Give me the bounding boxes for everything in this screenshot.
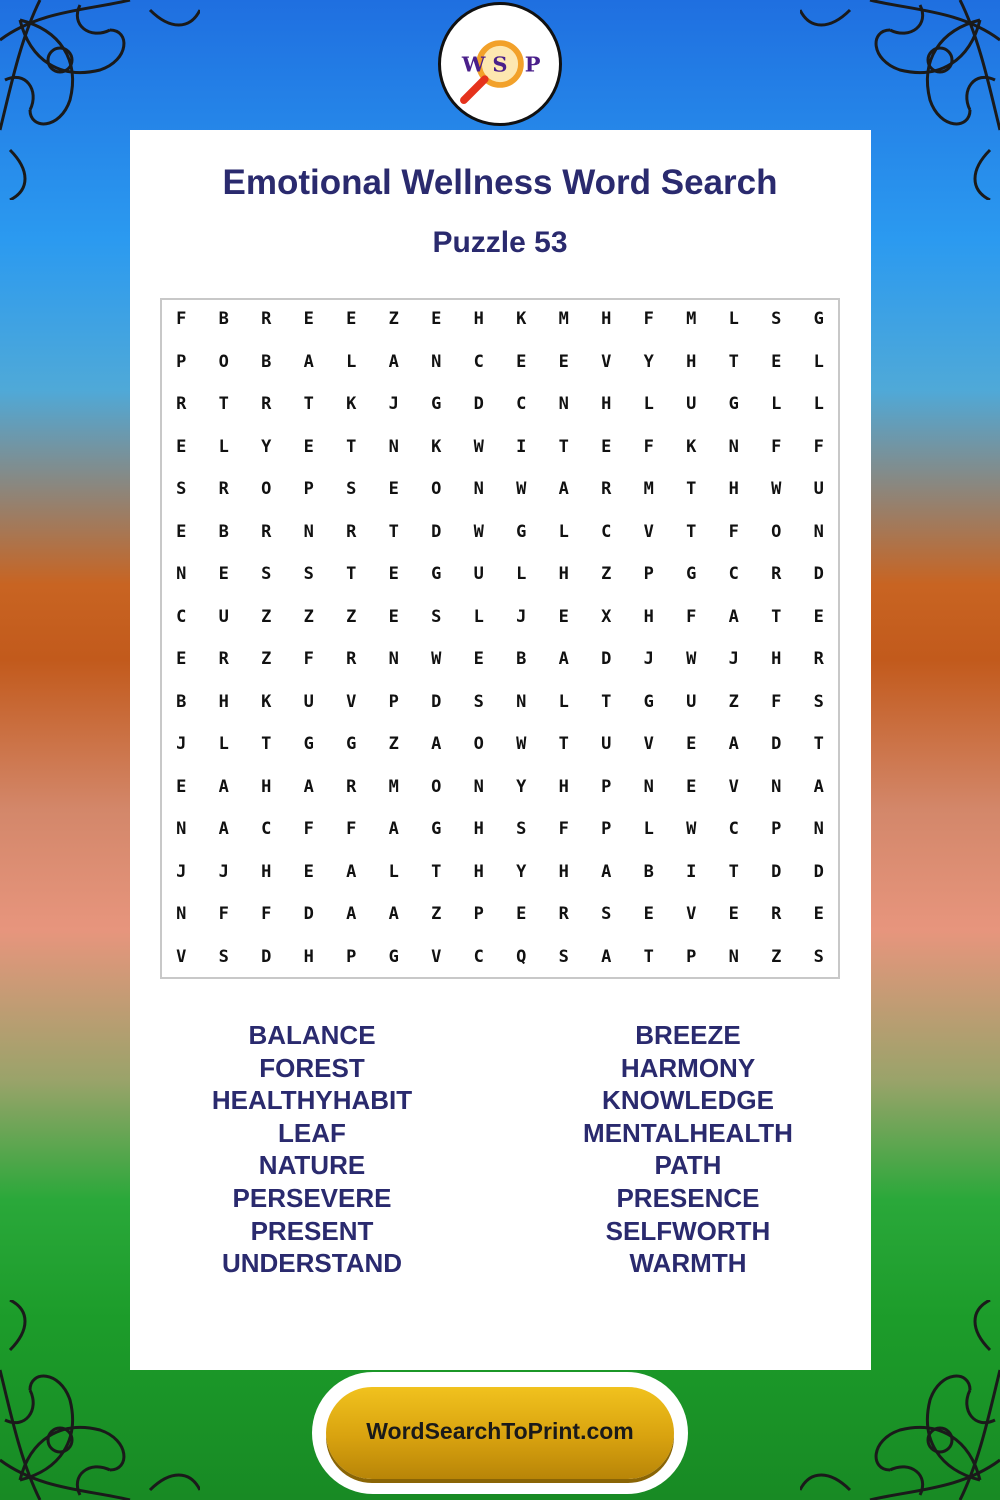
grid-cell[interactable]: S	[516, 819, 527, 839]
grid-cell[interactable]: E	[176, 521, 187, 542]
word-list-item: PERSEVERE	[232, 1182, 392, 1213]
grid-cell[interactable]: H	[218, 691, 229, 712]
grid-cell[interactable]: S	[601, 904, 612, 924]
grid-cell[interactable]: H	[601, 309, 612, 329]
grid-cell[interactable]: T	[728, 861, 739, 882]
grid-cell[interactable]: A	[601, 861, 612, 882]
word-list-item: HARMONY	[620, 1052, 756, 1083]
grid-cell[interactable]: P	[473, 904, 484, 924]
grid-cell[interactable]: P	[388, 691, 399, 712]
grid-cell[interactable]: A	[303, 351, 314, 372]
grid-cell[interactable]: U	[601, 734, 612, 754]
grid-cell[interactable]: E	[813, 606, 824, 627]
grid-cell[interactable]: L	[218, 734, 229, 754]
word-list-item: MENTALHEALTH	[583, 1117, 793, 1148]
grid-cell[interactable]: E	[388, 479, 399, 499]
grid-cell[interactable]: P	[346, 946, 357, 967]
grid-cell[interactable]: M	[686, 309, 697, 329]
grid-cell[interactable]: R	[346, 776, 357, 797]
grid-cell[interactable]: E	[431, 309, 442, 329]
grid-cell[interactable]: F	[771, 436, 782, 457]
grid-cell[interactable]: R	[346, 649, 357, 669]
grid-cell[interactable]: Y	[516, 776, 527, 797]
grid-cell[interactable]: U	[303, 691, 314, 712]
grid-cell[interactable]: D	[601, 649, 612, 669]
grid-cell[interactable]: L	[558, 521, 569, 542]
grid-cell[interactable]: T	[261, 734, 272, 754]
grid-cell[interactable]: T	[346, 436, 357, 457]
grid-cell[interactable]: E	[686, 776, 697, 797]
grid-cell[interactable]: E	[176, 776, 187, 797]
grid-cell[interactable]: N	[813, 521, 824, 542]
grid-cell[interactable]: T	[771, 606, 782, 627]
grid-cell[interactable]: G	[346, 734, 357, 754]
grid-cell[interactable]: E	[643, 904, 654, 924]
grid-cell[interactable]: V	[346, 691, 357, 712]
grid-cell[interactable]: P	[686, 946, 697, 967]
grid-cell[interactable]: A	[303, 776, 314, 797]
grid-cell[interactable]: D	[261, 946, 272, 967]
grid-cell[interactable]: N	[176, 564, 187, 584]
logo-letter-p: P	[524, 51, 541, 77]
grid-cell[interactable]: U	[686, 691, 697, 712]
grid-cell[interactable]: T	[643, 946, 654, 967]
grid-cell[interactable]: K	[686, 436, 697, 457]
word-list-item: PATH	[654, 1150, 722, 1181]
grid-cell[interactable]: E	[601, 436, 612, 457]
word-list-item: PRESENT	[250, 1215, 374, 1246]
word-list-item: SELFWORTH	[605, 1215, 771, 1246]
word-list-item: HEALTHYHABIT	[211, 1085, 413, 1116]
grid-cell[interactable]: K	[431, 436, 442, 457]
grid-cell[interactable]: Z	[388, 734, 399, 754]
grid-cell[interactable]: L	[813, 351, 824, 372]
word-search-grid	[160, 298, 840, 979]
grid-cell[interactable]: T	[686, 479, 697, 499]
grid-cell[interactable]: H	[643, 606, 654, 627]
grid-cell[interactable]: L	[346, 351, 357, 372]
grid-cell[interactable]: E	[813, 904, 824, 924]
grid-cell[interactable]: A	[813, 776, 824, 797]
grid-cell[interactable]: Y	[261, 436, 272, 457]
grid-cell[interactable]: P	[303, 479, 314, 499]
grid-cell[interactable]: B	[643, 861, 654, 882]
grid-cell[interactable]: M	[558, 309, 569, 329]
grid-cell[interactable]: A	[728, 606, 739, 627]
grid-cell[interactable]: R	[176, 394, 187, 414]
grid-cell[interactable]: E	[558, 351, 569, 372]
grid-cell[interactable]: M	[388, 776, 399, 797]
grid-cell[interactable]: Z	[261, 606, 272, 627]
grid-cell[interactable]: R	[261, 521, 272, 542]
grid-cell[interactable]: T	[558, 734, 569, 754]
grid-cell[interactable]: S	[346, 479, 357, 499]
word-list-item: PRESENCE	[616, 1182, 760, 1213]
grid-cell[interactable]: T	[303, 394, 314, 414]
grid-cell[interactable]: G	[431, 819, 442, 839]
grid-cell[interactable]: U	[473, 564, 484, 584]
grid-cell[interactable]: U	[813, 479, 824, 499]
grid-cell[interactable]: H	[261, 861, 272, 882]
grid-cell[interactable]: E	[473, 649, 484, 669]
grid-cell[interactable]: Y	[643, 351, 654, 372]
grid-cell[interactable]: S	[261, 564, 272, 584]
grid-cell[interactable]: S	[176, 479, 187, 499]
grid-cell[interactable]: C	[728, 819, 739, 839]
grid-cell[interactable]: B	[218, 521, 229, 542]
grid-cell[interactable]: A	[388, 904, 399, 924]
grid-cell[interactable]: G	[388, 946, 399, 967]
grid-cell[interactable]: G	[728, 394, 739, 414]
grid-cell[interactable]: F	[303, 819, 314, 839]
grid-cell[interactable]: Z	[303, 606, 314, 627]
grid-cell[interactable]: G	[431, 394, 442, 414]
grid-cell[interactable]: F	[643, 436, 654, 457]
grid-cell[interactable]: K	[516, 309, 527, 329]
grid-cell[interactable]: W	[771, 479, 782, 499]
grid-cell[interactable]: H	[473, 819, 484, 839]
grid-cell[interactable]: H	[473, 861, 484, 882]
grid-cell[interactable]: D	[431, 691, 442, 712]
grid-cell[interactable]: W	[431, 649, 442, 669]
grid-cell[interactable]: E	[771, 351, 782, 372]
grid-cell[interactable]: A	[218, 819, 229, 839]
grid-cell[interactable]: F	[218, 904, 229, 924]
grid-cell[interactable]: U	[686, 394, 697, 414]
grid-cell[interactable]: L	[473, 606, 484, 627]
grid-cell[interactable]: T	[686, 521, 697, 542]
word-list-item: BALANCE	[248, 1020, 376, 1050]
grid-cell[interactable]: L	[558, 691, 569, 712]
word-list-item: NATURE	[258, 1150, 366, 1181]
grid-cell[interactable]: L	[813, 394, 824, 414]
grid-cell[interactable]: T	[431, 861, 442, 882]
grid-cell[interactable]: D	[813, 564, 824, 584]
grid-cell[interactable]: E	[516, 904, 527, 924]
grid-cell[interactable]: A	[346, 861, 357, 882]
grid-cell[interactable]: I	[686, 861, 697, 882]
grid-cell[interactable]: W	[516, 479, 527, 499]
grid-cell[interactable]: L	[388, 861, 399, 882]
grid-cell[interactable]: H	[473, 309, 484, 329]
grid-cell[interactable]: S	[771, 309, 782, 329]
grid-cell[interactable]: N	[473, 776, 484, 797]
grid-cell[interactable]: Z	[771, 946, 782, 967]
grid-cell[interactable]: S	[813, 946, 824, 967]
grid-cell[interactable]: D	[431, 521, 442, 542]
grid-cell[interactable]: S	[473, 691, 484, 712]
grid-cell[interactable]: B	[516, 649, 527, 669]
grid-cell[interactable]: H	[558, 861, 569, 882]
grid-cell[interactable]: A	[558, 649, 569, 669]
grid-cell[interactable]: R	[813, 649, 824, 669]
wsp-logo[interactable]	[438, 2, 562, 126]
grid-cell[interactable]: L	[218, 436, 229, 457]
grid-cell[interactable]: P	[771, 819, 782, 839]
grid-cell[interactable]: H	[771, 649, 782, 669]
word-list-item: FOREST	[259, 1052, 365, 1083]
grid-cell[interactable]: Z	[388, 309, 399, 329]
grid-cell[interactable]: T	[601, 691, 612, 712]
grid-cell[interactable]: W	[516, 734, 527, 754]
grid-cell[interactable]: F	[558, 819, 569, 839]
grid-cell[interactable]: O	[771, 521, 782, 542]
grid-cell[interactable]: F	[686, 606, 697, 627]
grid-cell[interactable]: G	[686, 564, 697, 584]
grid-cell[interactable]: R	[218, 649, 229, 669]
grid-cell[interactable]: R	[346, 521, 357, 542]
grid-cell[interactable]: N	[643, 776, 654, 797]
grid-cell[interactable]: W	[686, 649, 697, 669]
grid-cell[interactable]: O	[431, 479, 442, 499]
grid-cell[interactable]: F	[303, 649, 314, 669]
grid-cell[interactable]: S	[431, 606, 442, 627]
grid-cell[interactable]: I	[516, 436, 527, 457]
page-title: Emotional Wellness Word Search	[222, 163, 778, 202]
grid-cell[interactable]: Z	[261, 649, 272, 669]
grid-cell[interactable]: O	[218, 351, 229, 372]
grid-cell[interactable]: P	[601, 776, 612, 797]
grid-cell[interactable]: N	[303, 521, 314, 542]
grid-cell[interactable]: E	[516, 351, 527, 372]
grid-cell[interactable]: Y	[516, 861, 527, 882]
grid-cell[interactable]: R	[601, 479, 612, 499]
grid-cell[interactable]: A	[601, 946, 612, 967]
grid-cell[interactable]: J	[176, 734, 187, 754]
grid-cell[interactable]: M	[643, 479, 654, 499]
word-list-left	[132, 1019, 492, 1280]
grid-cell[interactable]: T	[346, 564, 357, 584]
grid-cell[interactable]: J	[218, 861, 229, 882]
grid-cell[interactable]: F	[643, 309, 654, 329]
grid-cell[interactable]: N	[771, 776, 782, 797]
grid-cell[interactable]: A	[218, 776, 229, 797]
grid-cell[interactable]: N	[176, 819, 187, 839]
word-list-right	[508, 1019, 868, 1280]
grid-cell[interactable]: H	[728, 479, 739, 499]
grid-cell[interactable]: G	[643, 691, 654, 712]
grid-cell[interactable]: P	[643, 564, 654, 584]
grid-cell[interactable]: R	[558, 904, 569, 924]
grid-cell[interactable]: A	[388, 351, 399, 372]
grid-cell[interactable]: A	[388, 819, 399, 839]
grid-cell[interactable]: H	[558, 564, 569, 584]
grid-cell[interactable]: J	[643, 649, 654, 669]
grid-cell[interactable]: C	[473, 946, 484, 967]
grid-cell[interactable]: W	[473, 436, 484, 457]
grid-cell[interactable]: K	[261, 691, 272, 712]
grid-cell[interactable]: E	[388, 564, 399, 584]
grid-cell[interactable]: V	[601, 351, 612, 372]
logo-letter-s: S	[492, 51, 508, 77]
grid-cell[interactable]: E	[303, 861, 314, 882]
word-list-item: UNDERSTAND	[221, 1248, 403, 1279]
grid-cell[interactable]: F	[261, 904, 272, 924]
grid-cell[interactable]: C	[601, 521, 612, 542]
grid-cell[interactable]: E	[176, 649, 187, 669]
grid-cell[interactable]: D	[303, 904, 314, 924]
grid-cell[interactable]: J	[176, 861, 187, 882]
grid-cell[interactable]: Z	[431, 904, 442, 924]
grid-cell[interactable]: L	[643, 819, 654, 839]
word-list-item: WARMTH	[629, 1248, 747, 1279]
grid-cell[interactable]: N	[388, 649, 399, 669]
grid-cell[interactable]: C	[473, 351, 484, 372]
grid-cell[interactable]: W	[473, 521, 484, 542]
grid-cell[interactable]: L	[771, 394, 782, 414]
grid-cell[interactable]: R	[261, 309, 272, 329]
grid-cell[interactable]: F	[771, 691, 782, 712]
grid-cell[interactable]: O	[431, 776, 442, 797]
grid-cell[interactable]: N	[176, 904, 187, 924]
grid-cell[interactable]: R	[771, 564, 782, 584]
grid-cell[interactable]: L	[516, 564, 527, 584]
grid-cell[interactable]: N	[473, 479, 484, 499]
grid-cell[interactable]: E	[686, 734, 697, 754]
grid-cell[interactable]: G	[516, 521, 527, 542]
grid-cell[interactable]: N	[431, 351, 442, 372]
grid-cell[interactable]: P	[176, 351, 187, 372]
grid-cell[interactable]: F	[813, 436, 824, 457]
grid-cell[interactable]: X	[601, 606, 612, 627]
grid-cell[interactable]: B	[261, 351, 272, 372]
word-list-item: KNOWLEDGE	[602, 1085, 774, 1116]
grid-cell[interactable]: S	[813, 691, 824, 712]
word-list-item: BREEZE	[635, 1020, 741, 1050]
grid-cell[interactable]: R	[218, 479, 229, 499]
puzzle-number: Puzzle 53	[432, 226, 568, 259]
grid-cell[interactable]: E	[346, 309, 357, 329]
grid-cell[interactable]: P	[601, 819, 612, 839]
grid-cell[interactable]: D	[473, 394, 484, 414]
grid-cell[interactable]: H	[261, 776, 272, 797]
grid-cell[interactable]: E	[176, 436, 187, 457]
grid-cell[interactable]: R	[261, 394, 272, 414]
grid-cell[interactable]: J	[728, 649, 739, 669]
grid-cell[interactable]: J	[516, 606, 527, 627]
grid-cell[interactable]: S	[218, 946, 229, 967]
grid-cell[interactable]: H	[558, 776, 569, 797]
grid-cell[interactable]: L	[728, 309, 739, 329]
grid-cell[interactable]: V	[431, 946, 442, 967]
grid-cell[interactable]: Z	[601, 564, 612, 584]
grid-cell[interactable]: Z	[728, 691, 739, 712]
grid-cell[interactable]: V	[686, 904, 697, 924]
grid-cell[interactable]: D	[813, 861, 824, 882]
logo-letter-w: W	[461, 51, 486, 77]
grid-cell[interactable]: D	[771, 861, 782, 882]
grid-cell[interactable]: T	[558, 436, 569, 457]
grid-cell[interactable]: F	[728, 521, 739, 542]
grid-cell[interactable]: W	[686, 819, 697, 839]
grid-cell[interactable]: A	[558, 479, 569, 499]
grid-cell[interactable]: S	[303, 564, 314, 584]
grid-cell[interactable]: B	[176, 691, 187, 712]
grid-cell[interactable]: U	[218, 606, 229, 627]
grid-cell[interactable]: L	[643, 394, 654, 414]
grid-cell[interactable]: N	[728, 436, 739, 457]
grid-cell[interactable]: E	[303, 436, 314, 457]
grid-cell[interactable]: N	[813, 819, 824, 839]
grid-cell[interactable]: G	[303, 734, 314, 754]
grid-cell[interactable]: C	[261, 819, 272, 839]
grid-cell[interactable]: K	[346, 394, 357, 414]
word-list-item: LEAF	[278, 1117, 346, 1148]
grid-cell[interactable]: S	[558, 946, 569, 967]
grid-cell[interactable]: H	[303, 946, 314, 967]
grid-cell[interactable]: N	[516, 691, 527, 712]
grid-cell[interactable]: F	[346, 819, 357, 839]
grid-cell[interactable]: A	[346, 904, 357, 924]
grid-cell[interactable]: B	[218, 309, 229, 329]
grid-cell[interactable]: N	[388, 436, 399, 457]
grid-cell[interactable]: D	[771, 734, 782, 754]
grid-cell[interactable]: G	[431, 564, 442, 584]
grid-cell[interactable]: A	[431, 734, 442, 754]
grid-cell[interactable]: T	[728, 351, 739, 372]
grid-cell[interactable]: E	[728, 904, 739, 924]
grid-cell[interactable]: N	[728, 946, 739, 967]
grid-cell[interactable]: T	[813, 734, 824, 754]
grid-cell[interactable]: H	[601, 394, 612, 414]
grid-cell[interactable]: H	[686, 351, 697, 372]
grid-cell[interactable]: C	[728, 564, 739, 584]
grid-cell[interactable]: F	[176, 309, 187, 329]
grid-cell[interactable]: Z	[346, 606, 357, 627]
grid-cell[interactable]: O	[261, 479, 272, 499]
grid-cell[interactable]: V	[643, 734, 654, 754]
grid-cell[interactable]: J	[388, 394, 399, 414]
grid-cell[interactable]: V	[728, 776, 739, 797]
grid-cell[interactable]: R	[771, 904, 782, 924]
grid-cell[interactable]: V	[643, 521, 654, 542]
grid-cell[interactable]: C	[176, 606, 187, 627]
grid-cell[interactable]: E	[218, 564, 229, 584]
grid-cell[interactable]: Q	[516, 946, 527, 967]
grid-cell[interactable]: E	[558, 606, 569, 627]
grid-cell[interactable]: E	[388, 606, 399, 627]
grid-cell[interactable]: V	[176, 946, 187, 967]
grid-cell[interactable]: T	[218, 394, 229, 414]
grid-cell[interactable]: T	[388, 521, 399, 542]
grid-cell[interactable]: N	[558, 394, 569, 414]
grid-cell[interactable]: C	[516, 394, 527, 414]
footer-site-link[interactable]: WordSearchToPrint.com	[366, 1418, 634, 1444]
grid-cell[interactable]: A	[728, 734, 739, 754]
grid-cell[interactable]: G	[813, 309, 824, 329]
grid-cell[interactable]: E	[303, 309, 314, 329]
grid-cell[interactable]: O	[473, 734, 484, 754]
